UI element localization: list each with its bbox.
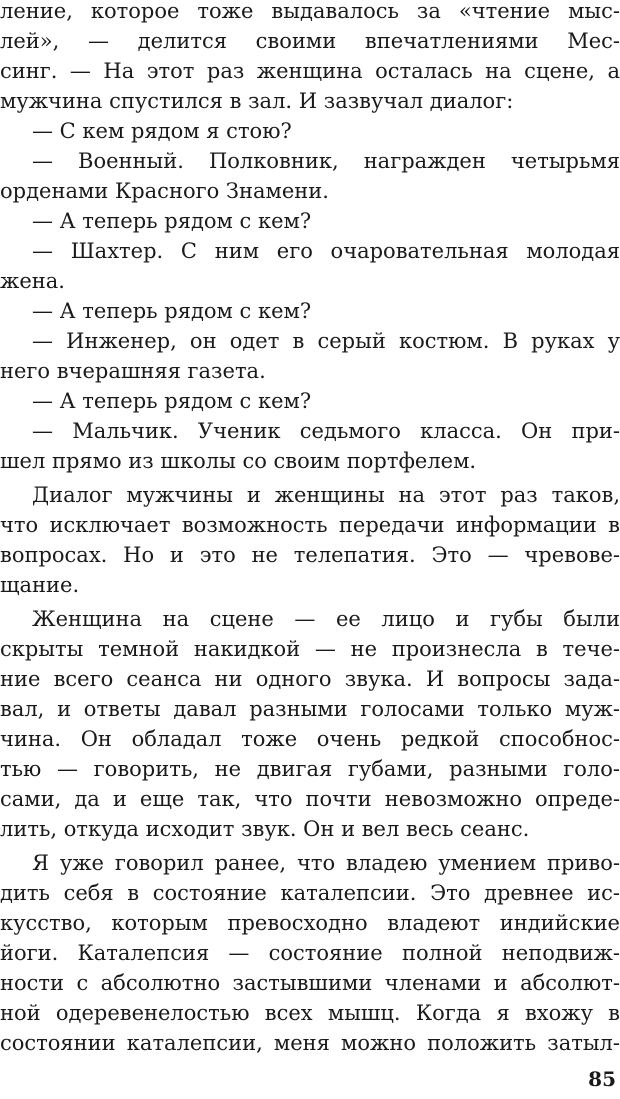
page-number: 85 xyxy=(588,1067,616,1091)
text-line: Я уже говорил ранее, что владею умением приво- xyxy=(32,851,620,875)
text-line: щание. xyxy=(0,573,80,597)
text-line: йоги. Каталепсия — состояние полной неподвиж- xyxy=(0,941,620,965)
text-line: — Инженер, он одет в серый костюм. В руках у xyxy=(32,329,620,353)
text-line: Женщина на сцене — ее лицо и губы были xyxy=(32,607,620,631)
text-line: вопросах. Но и это не телепатия. Это — чревове- xyxy=(0,543,620,567)
text-line: — Мальчик. Ученик седьмого класса. Он при- xyxy=(32,419,620,443)
text-line: лей», — делится своими впечатлениями Мес- xyxy=(0,29,620,53)
text-line: что исключает возможность передачи информации в xyxy=(0,513,620,537)
text-line: ности с абсолютно застывшими членами и абсолют- xyxy=(0,971,620,995)
text-line: кусство, которым превосходно владеют индийские xyxy=(0,911,620,935)
text-line: синг. — На этот раз женщина осталась на сцене, а xyxy=(0,59,620,83)
text-line: ление, которое тоже выдавалось за «чтение мыс- xyxy=(0,0,620,23)
text-line: него вчерашняя газета. xyxy=(0,359,266,383)
text-line: орденами Красного Знамени. xyxy=(0,179,329,203)
text-line: чина. Он обладал тоже очень редкой способнос- xyxy=(0,727,620,751)
text-line: — А теперь рядом с кем? xyxy=(32,389,312,413)
text-line: Диалог мужчины и женщины на этот раз таков, xyxy=(32,483,620,507)
text-line: ние всего сеанса ни одного звука. И вопросы зада- xyxy=(0,667,620,691)
text-line: — А теперь рядом с кем? xyxy=(32,209,312,233)
text-line: мужчина спустился в зал. И зазвучал диалог: xyxy=(0,89,514,113)
text-line: состоянии каталепсии, меня можно положить затыл- xyxy=(0,1031,620,1055)
text-line: лить, откуда исходит звук. Он и вел весь сеанс. xyxy=(0,817,530,841)
text-line: сами, да и еще так, что почти невозможно опреде- xyxy=(0,787,620,811)
text-line: — Шахтер. С ним его очаровательная молодая xyxy=(32,239,620,263)
text-line: — А теперь рядом с кем? xyxy=(32,299,312,323)
text-line: ной одеревенелостью всех мышц. Когда я вхожу в xyxy=(0,1001,620,1025)
text-line: шел прямо из школы со своим портфелем. xyxy=(0,449,477,473)
text-line: — Военный. Полковник, награжден четырьмя xyxy=(32,149,620,173)
text-line: — С кем рядом я стою? xyxy=(32,119,292,143)
text-line: дить себя в состояние каталепсии. Это древнее ис- xyxy=(0,881,620,905)
text-line: тью — говорить, не двигая губами, разными голо- xyxy=(0,757,620,781)
text-line: жена. xyxy=(0,269,65,293)
text-line: скрыты темной накидкой — не произнесла в тече- xyxy=(0,637,620,661)
text-line: вал, и ответы давал разными голосами только муж- xyxy=(0,697,620,721)
